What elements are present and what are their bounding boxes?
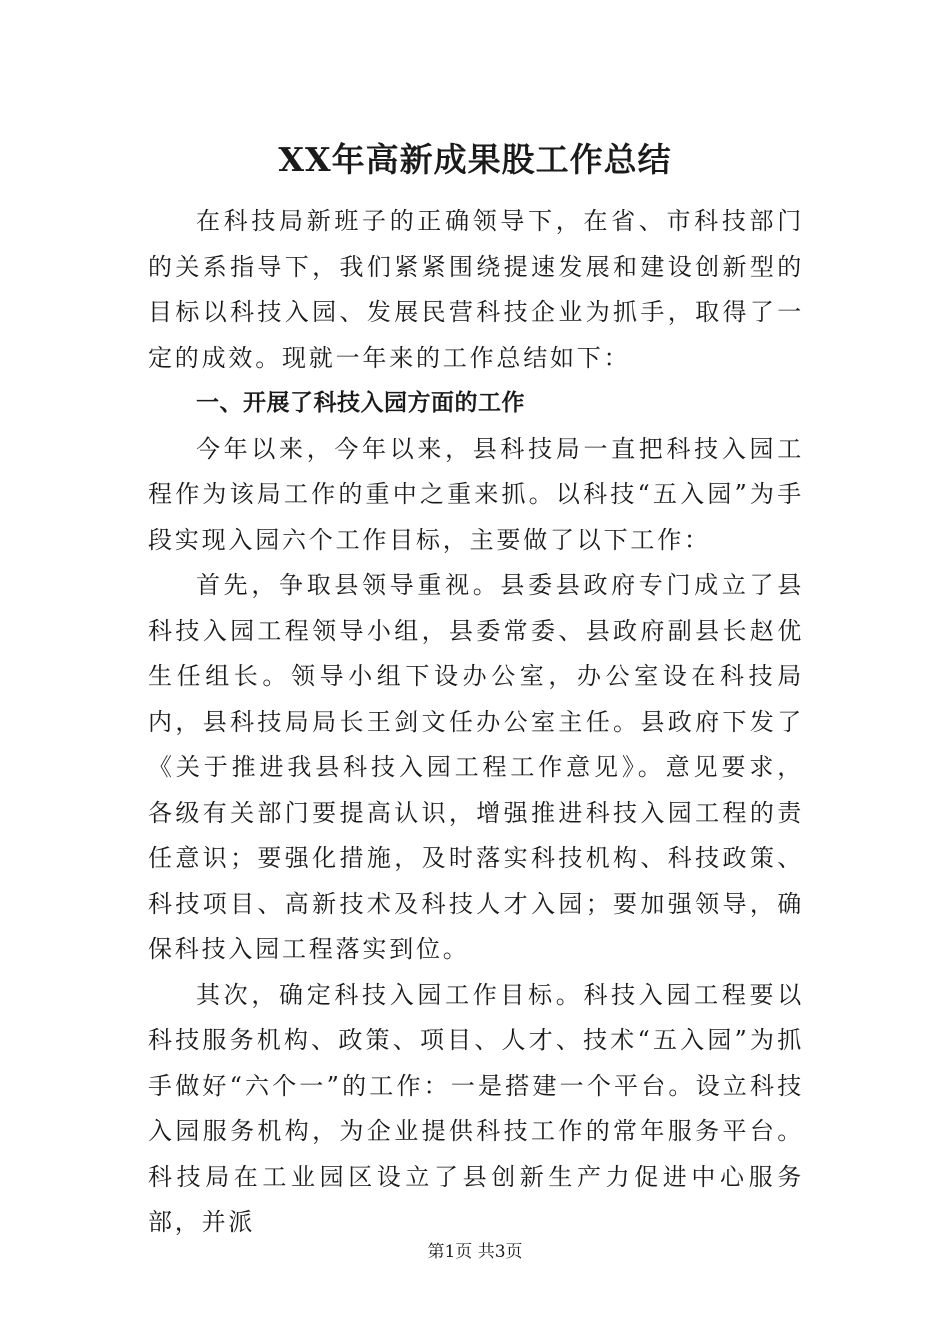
paragraph-first: 首先，争取县领导重视。县委县政府专门成立了县科技入园工程领导小组，县委常委、县政府副县长赵优生任组长。领导小组下设办公室，办公室设在科技局内，县科技局局长王剑文任办公室主任。县政府下发了《关于推进我县科技入园工程工作意见》。意见要求，各级有关部门要提高认识，增强推进科技入园工程的责任意识；要强化措施，及时落实科技机构、科技政策、科技项目、高新技术及科技人才入园；要加强领导，确保科技入园工程落实到位。 <box>148 571 804 963</box>
section-heading-1: 一、开展了科技入园方面的工作 <box>196 390 525 416</box>
page-footer: 第1页 共3页 <box>427 1242 523 1262</box>
paragraph-second: 其次，确定科技入园工作目标。科技入园工程要以科技服务机构、政策、项目、人才、技术“五入园”为抓手做好“六个一”的工作：一是搭建一个平台。设立科技入园服务机构，为企业提供科技工作的常年服务平台。科技局在工业园区设立了县创新生产力促进中心服务部，并派 <box>148 980 804 1236</box>
document-body <box>148 199 804 1246</box>
document-title: XX年高新成果股工作总结 <box>278 140 672 179</box>
paragraph-overview: 今年以来，今年以来，县科技局一直把科技入园工程作为该局工作的重中之重来抓。以科技“五入园”为手段实现入园六个工作目标，主要做了以下工作： <box>148 434 804 554</box>
paragraph-intro: 在科技局新班子的正确领导下，在省、市科技部门的关系指导下，我们紧紧围绕提速发展和建设创新型的目标以科技入园、发展民营科技企业为抓手，取得了一定的成效。现就一年来的工作总结如下： <box>148 207 804 372</box>
